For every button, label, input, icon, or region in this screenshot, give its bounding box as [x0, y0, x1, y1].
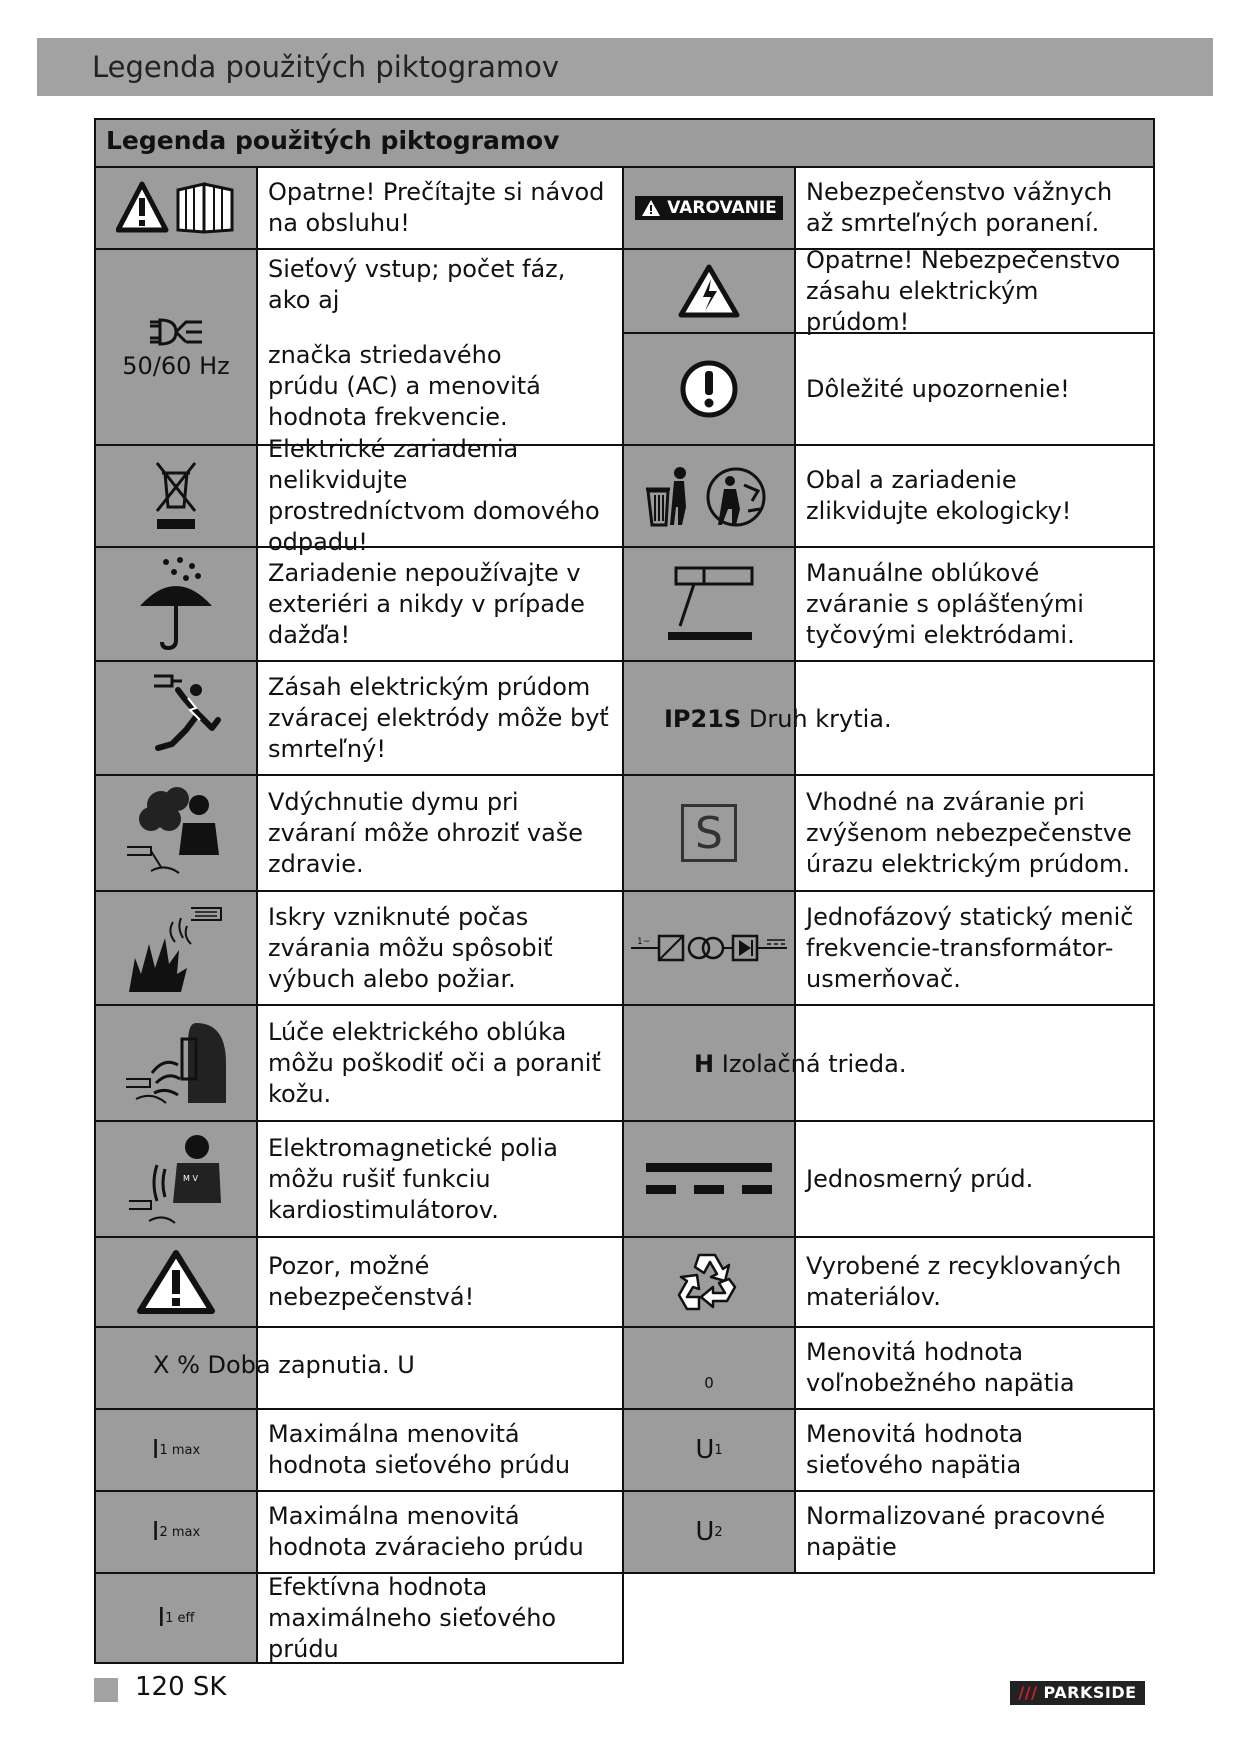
symbol-letter: I	[151, 1435, 160, 1465]
mains-plug-icon	[94, 248, 258, 446]
warning-read-manual-icon	[94, 166, 258, 250]
legend-text: Nebezpečenstvo vážnych až smrteľných poranení.	[794, 166, 1155, 250]
symbol-subscript: 2	[714, 1524, 723, 1540]
table-title: Legenda použitých piktogramov	[94, 118, 1155, 168]
recycle-icon	[622, 1236, 796, 1328]
inverter-icon	[622, 890, 796, 1006]
legend-text: Vyrobené z recyklovaných materiálov.	[794, 1236, 1155, 1328]
page-header	[37, 38, 1213, 96]
symbol-subscript: 1 max	[159, 1442, 201, 1458]
legend-text: Zariadenie nepoužívajte v exteriéri a nikdy v prípade dažďa!	[256, 546, 624, 662]
symbol-letter: I	[151, 1517, 160, 1547]
s-mark: S	[681, 804, 737, 862]
legend-text: Menovitá hodnota sieťového napätia	[794, 1408, 1155, 1492]
voltage-symbol	[622, 1326, 796, 1410]
legend-text: Dôležité upozornenie!	[794, 332, 1155, 446]
legend-text: Efektívna hodnota maximálneho sieťového prúdu	[256, 1572, 624, 1664]
ip-rating-label: Druh krytia.	[748, 705, 892, 733]
insulation-class-label: Izolačná trieda.	[721, 1050, 907, 1078]
legend-text: Pozor, možné nebezpečenstvá!	[256, 1236, 624, 1328]
symbol-subscript: 2 max	[159, 1524, 201, 1540]
sparks-explosion-icon	[94, 890, 258, 1006]
legend-text: Opatrne! Nebezpečenstvo zásahu elektrickým prúdom!	[794, 248, 1155, 334]
warning-triangle-icon	[94, 1236, 258, 1328]
direct-current-icon	[622, 1120, 796, 1238]
legend-text: Sieťový vstup; počet fáz, ako aj	[268, 255, 566, 314]
exclamation-circle-icon	[622, 332, 796, 446]
page-header-title: Legenda použitých piktogramov	[92, 50, 560, 84]
s-mark-icon	[622, 774, 796, 892]
arc-rays-helmet-icon	[94, 1004, 258, 1122]
legend-text-block	[256, 248, 624, 446]
legend-text: Obal a zariadenie zlikvidujte ekologicky!	[794, 444, 1155, 548]
pacemaker-label: M V	[183, 1174, 198, 1183]
legend-text: Vdýchnutie dymu pri zváraní môže ohroziť vaše zdravie.	[256, 774, 624, 892]
legend-text: Jednosmerný prúd.	[794, 1120, 1155, 1238]
insulation-class-code: H	[694, 1050, 715, 1078]
varovanie-label-icon	[622, 166, 796, 250]
eco-disposal-icon	[622, 444, 796, 548]
legend-text: Zásah elektrickým prúdom zváracej elektródy môže byť smrteľný!	[256, 660, 624, 776]
legend-text: značka striedavého prúdu (AC) a menovitá hodnota frekvencie.	[268, 341, 541, 431]
electrode-shock-icon	[94, 660, 258, 776]
umbrella-rain-icon	[94, 546, 258, 662]
logo-text: PARKSIDE	[1043, 1683, 1137, 1702]
legend-text: Maximálna menovitá hodnota sieťového prúdu	[256, 1408, 624, 1492]
legend-text: Opatrne! Prečítajte si návod na obsluhu!	[256, 166, 624, 250]
legend-text: Menovitá hodnota voľnobežného napätia	[794, 1326, 1155, 1410]
pacemaker-field-icon	[94, 1120, 258, 1238]
current-symbol	[94, 1490, 258, 1574]
ip-rating-code: IP21S	[664, 705, 742, 733]
symbol-subscript: 1	[714, 1442, 723, 1458]
svg-text:1~: 1~	[637, 937, 651, 947]
welding-fumes-icon	[94, 774, 258, 892]
symbol-letter: I	[157, 1603, 166, 1633]
parkside-logo	[1010, 1681, 1145, 1705]
legend-text: Lúče elektrického oblúka môžu poškodiť oči a poraniť kožu.	[256, 1004, 624, 1122]
symbol-letter: U	[695, 1517, 715, 1547]
symbol-letter: U	[695, 1435, 715, 1465]
insulation-class-row	[694, 1050, 907, 1078]
varovanie-label: VAROVANIE	[667, 198, 777, 218]
symbol-subscript: 0	[704, 1374, 714, 1392]
current-symbol	[94, 1408, 258, 1492]
ip-rating-row	[664, 705, 892, 733]
logo-slashes: ///	[1018, 1683, 1038, 1702]
page-number: 120 SK	[135, 1672, 227, 1702]
legend-text: Maximálna menovitá hodnota zváracieho prúdu	[256, 1490, 624, 1574]
legend-text: Jednofázový statický menič frekvencie-transformátor-usmerňovač.	[794, 890, 1155, 1006]
frequency-label: 50/60 Hz	[122, 352, 230, 380]
crossed-bin-icon	[94, 444, 258, 548]
current-symbol	[94, 1572, 258, 1664]
duty-cycle-label: X % Doba zapnutia. U	[153, 1351, 415, 1379]
legend-text: Vhodné na zváranie pri zvýšenom nebezpečenstve úrazu elektrickým prúdom.	[794, 774, 1155, 892]
legend-text: Normalizované pracovné napätie	[794, 1490, 1155, 1574]
voltage-symbol	[622, 1408, 796, 1492]
mma-welding-icon	[622, 546, 796, 662]
legend-text: Elektrické zariadenia nelikvidujte prostredníctvom domového odpadu!	[256, 444, 624, 548]
legend-text: Manuálne oblúkové zváranie s oplášťenými tyčovými elektródami.	[794, 546, 1155, 662]
symbol-subscript: 1 eff	[165, 1610, 195, 1626]
legend-text: Elektromagnetické polia môžu rušiť funkciu kardiostimulátorov.	[256, 1120, 624, 1238]
electric-hazard-icon	[622, 248, 796, 334]
legend-text: Iskry vzniknuté počas zvárania môžu spôsobiť výbuch alebo požiar.	[256, 890, 624, 1006]
footer-marker	[94, 1678, 118, 1702]
pictogram-legend-table	[94, 118, 1155, 1664]
voltage-symbol	[622, 1490, 796, 1574]
